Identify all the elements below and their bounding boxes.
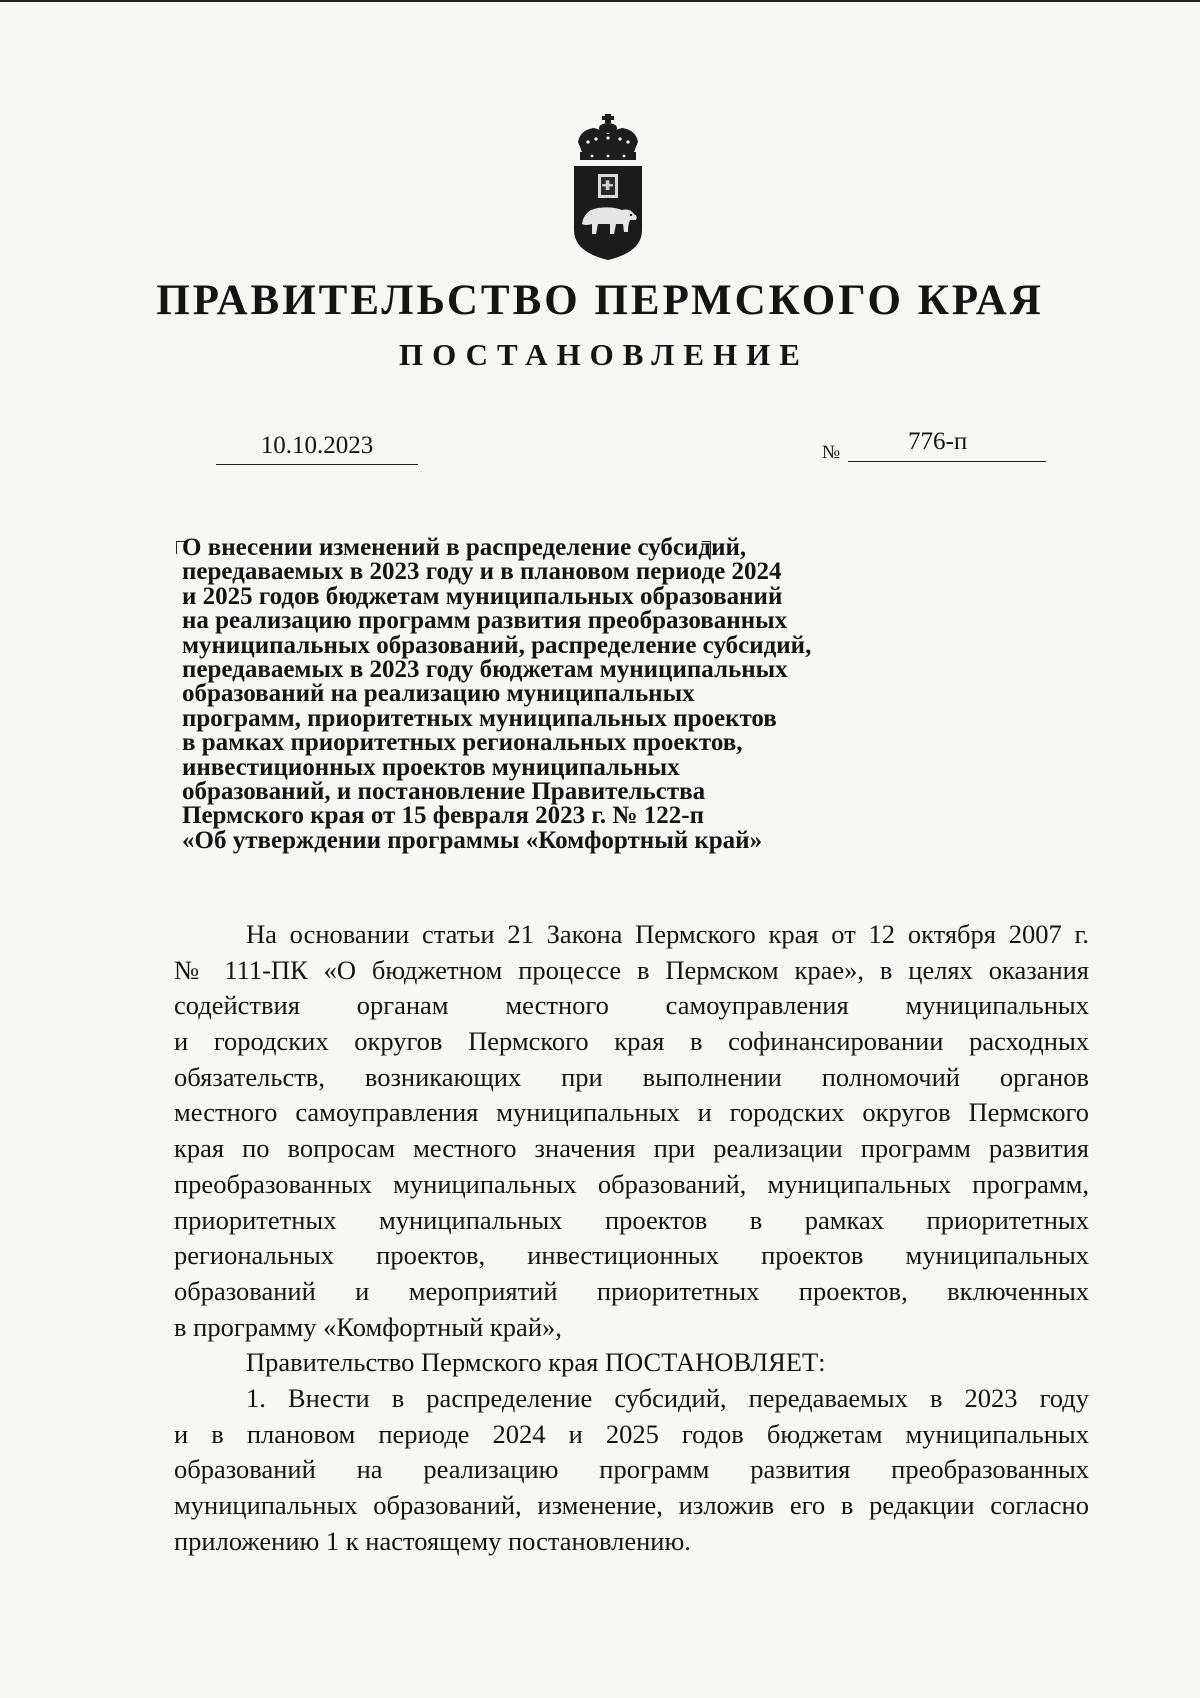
body-line: приоритетных муниципальных проектов в рамках приоритетных: [174, 1204, 1089, 1235]
document-subject: [182, 536, 922, 853]
body-line: приложению 1 к настоящему постановлению.: [174, 1525, 691, 1556]
subject-line: на реализацию программ развития преобразованных: [182, 607, 788, 635]
page-top-edge: [0, 0, 1200, 2]
paragraph-preamble: [174, 917, 1089, 1345]
coat-of-arms-emblem: [568, 112, 648, 262]
subject-line: в рамках приоритетных региональных проектов,: [182, 729, 743, 757]
subject-line: передаваемых в 2023 году бюджетам муниципальных: [182, 656, 788, 684]
body-line: в программу «Комфортный край»,: [174, 1311, 562, 1342]
document-type-title: ПОСТАНОВЛЕНИЕ: [399, 337, 809, 372]
subject-line: «Об утверждении программы «Комфортный край»: [182, 826, 763, 854]
subject-line: муниципальных образований, распределение субсидий,: [182, 631, 812, 659]
body-line: преобразованных муниципальных образований, муниципальных программ,: [174, 1168, 1089, 1199]
paragraph-resolves: [174, 1345, 1089, 1381]
body-line: муниципальных образований, изменение, изложив его в редакции согласно: [174, 1490, 1089, 1520]
document-number: 776-п: [848, 422, 1046, 462]
subject-line: О внесении изменений в распределение субсидий,: [182, 534, 747, 561]
body-line: содействия органам местного самоуправления муниципальных: [174, 990, 1089, 1021]
document-date: 10.10.2023: [216, 428, 418, 465]
subject-line: образований, и постановление Правительства: [182, 778, 706, 806]
body-line: образований и мероприятий приоритетных проектов, включенных: [174, 1275, 1089, 1306]
body-line: № 111-ПК «О бюджетном процессе в Пермском крае», в целях оказания: [174, 954, 1089, 985]
subject-line: инвестиционных проектов муниципальных: [182, 753, 680, 781]
government-title: ПРАВИТЕЛЬСТВО ПЕРМСКОГО КРАЯ: [156, 277, 1044, 324]
body-line: региональных проектов, инвестиционных проектов муниципальных: [174, 1240, 1089, 1271]
body-line: и городских округов Пермского края в софинансировании расходных: [174, 1026, 1089, 1057]
subject-line: передаваемых в 2023 году и в плановом периоде 2024: [182, 558, 782, 586]
body-line: Правительство Пермского края ПОСТАНОВЛЯЕТ:: [246, 1347, 826, 1378]
body-line: местного самоуправления муниципальных и городских округов Пермского: [174, 1097, 1089, 1128]
number-sign-label: №: [822, 442, 841, 463]
body-line: На основании статьи 21 Закона Пермского края от 12 октября 2007 г.: [246, 919, 1089, 949]
subject-line: Пермского края от 15 февраля 2023 г. № 122-п: [182, 802, 704, 830]
body-line: образований на реализацию программ развития преобразованных: [174, 1454, 1089, 1485]
subject-line: и 2025 годов бюджетам муниципальных образований: [182, 582, 783, 610]
body-line: 1. Внести в распределение субсидий, передаваемых в 2023 году: [246, 1382, 1089, 1413]
document-body: [174, 917, 1089, 1559]
body-line: обязательств, возникающих при выполнении полномочий органов: [174, 1061, 1089, 1092]
body-line: и в плановом периоде 2024 и 2025 годов бюджетам муниципальных: [174, 1418, 1089, 1449]
subject-line: образований на реализацию муниципальных: [182, 680, 695, 708]
subject-line: программ, приоритетных муниципальных проектов: [182, 704, 777, 732]
body-line: края по вопросам местного значения при реализации программ развития: [174, 1133, 1089, 1164]
paragraph-item-1: [174, 1381, 1089, 1559]
